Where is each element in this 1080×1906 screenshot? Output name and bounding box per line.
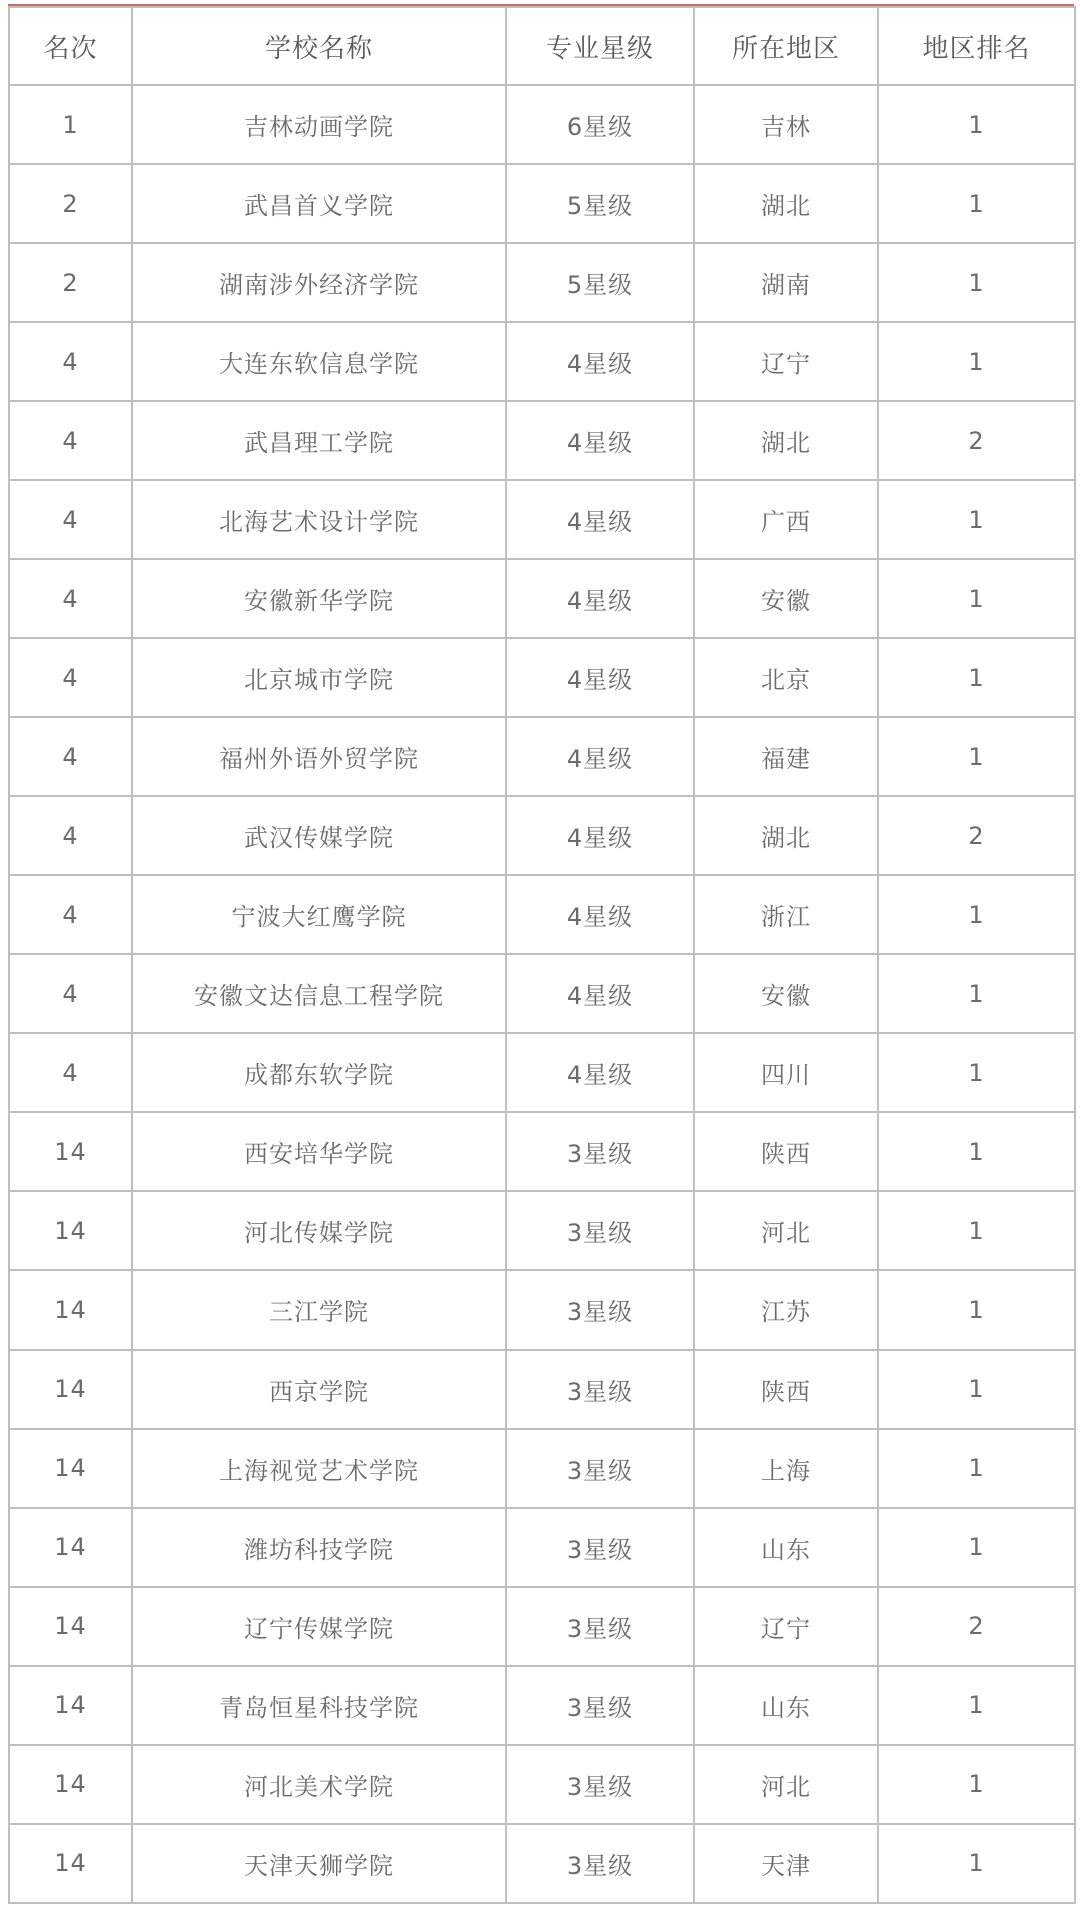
cell-region-rank: 1 bbox=[878, 638, 1075, 717]
table-row bbox=[9, 796, 1075, 875]
cell-region: 四川 bbox=[694, 1033, 878, 1112]
cell-rank: 4 bbox=[9, 638, 132, 717]
cell-rank: 4 bbox=[9, 559, 132, 638]
cell-region: 辽宁 bbox=[694, 322, 878, 401]
table-row bbox=[9, 480, 1075, 559]
cell-major-stars: 3星级 bbox=[506, 1745, 694, 1824]
cell-school-name: 湖南涉外经济学院 bbox=[132, 243, 506, 322]
cell-major-stars: 3星级 bbox=[506, 1270, 694, 1349]
cell-major-stars: 4星级 bbox=[506, 401, 694, 480]
cell-school-name: 辽宁传媒学院 bbox=[132, 1587, 506, 1666]
cell-rank: 4 bbox=[9, 480, 132, 559]
ranking-table-container bbox=[8, 4, 1074, 1904]
cell-rank: 14 bbox=[9, 1350, 132, 1429]
cell-region: 陕西 bbox=[694, 1350, 878, 1429]
cell-major-stars: 5星级 bbox=[506, 164, 694, 243]
table-row bbox=[9, 1112, 1075, 1191]
cell-school-name: 潍坊科技学院 bbox=[132, 1508, 506, 1587]
cell-region: 安徽 bbox=[694, 559, 878, 638]
cell-region: 天津 bbox=[694, 1824, 878, 1903]
cell-region-rank: 1 bbox=[878, 164, 1075, 243]
header-school-name: 学校名称 bbox=[132, 7, 506, 85]
cell-school-name: 上海视觉艺术学院 bbox=[132, 1429, 506, 1508]
cell-rank: 14 bbox=[9, 1508, 132, 1587]
table-row bbox=[9, 1033, 1075, 1112]
cell-region: 山东 bbox=[694, 1666, 878, 1745]
cell-region: 辽宁 bbox=[694, 1587, 878, 1666]
cell-school-name: 福州外语外贸学院 bbox=[132, 717, 506, 796]
cell-school-name: 三江学院 bbox=[132, 1270, 506, 1349]
cell-major-stars: 4星级 bbox=[506, 559, 694, 638]
cell-school-name: 武汉传媒学院 bbox=[132, 796, 506, 875]
cell-rank: 2 bbox=[9, 243, 132, 322]
cell-region-rank: 1 bbox=[878, 85, 1075, 164]
cell-region-rank: 1 bbox=[878, 1824, 1075, 1903]
cell-major-stars: 4星级 bbox=[506, 796, 694, 875]
cell-major-stars: 4星级 bbox=[506, 875, 694, 954]
cell-rank: 14 bbox=[9, 1112, 132, 1191]
cell-region: 浙江 bbox=[694, 875, 878, 954]
cell-region: 山东 bbox=[694, 1508, 878, 1587]
cell-major-stars: 3星级 bbox=[506, 1587, 694, 1666]
table-row bbox=[9, 954, 1075, 1033]
table-row bbox=[9, 85, 1075, 164]
cell-rank: 4 bbox=[9, 401, 132, 480]
cell-school-name: 成都东软学院 bbox=[132, 1033, 506, 1112]
cell-major-stars: 3星级 bbox=[506, 1350, 694, 1429]
cell-major-stars: 4星级 bbox=[506, 638, 694, 717]
cell-region: 吉林 bbox=[694, 85, 878, 164]
cell-region-rank: 1 bbox=[878, 717, 1075, 796]
cell-rank: 14 bbox=[9, 1824, 132, 1903]
cell-region: 陕西 bbox=[694, 1112, 878, 1191]
cell-school-name: 河北传媒学院 bbox=[132, 1191, 506, 1270]
cell-school-name: 武昌首义学院 bbox=[132, 164, 506, 243]
cell-school-name: 北京城市学院 bbox=[132, 638, 506, 717]
table-row bbox=[9, 1824, 1075, 1903]
cell-major-stars: 4星级 bbox=[506, 322, 694, 401]
cell-rank: 4 bbox=[9, 954, 132, 1033]
cell-region-rank: 1 bbox=[878, 559, 1075, 638]
cell-school-name: 安徽新华学院 bbox=[132, 559, 506, 638]
cell-school-name: 吉林动画学院 bbox=[132, 85, 506, 164]
cell-rank: 4 bbox=[9, 717, 132, 796]
table-row bbox=[9, 717, 1075, 796]
cell-region-rank: 1 bbox=[878, 1191, 1075, 1270]
table-header bbox=[9, 7, 1075, 85]
table-row bbox=[9, 559, 1075, 638]
cell-region-rank: 1 bbox=[878, 1508, 1075, 1587]
cell-school-name: 青岛恒星科技学院 bbox=[132, 1666, 506, 1745]
table-row bbox=[9, 164, 1075, 243]
cell-school-name: 西京学院 bbox=[132, 1350, 506, 1429]
cell-region-rank: 1 bbox=[878, 243, 1075, 322]
table-row bbox=[9, 322, 1075, 401]
cell-rank: 4 bbox=[9, 322, 132, 401]
cell-region: 广西 bbox=[694, 480, 878, 559]
cell-region-rank: 1 bbox=[878, 1666, 1075, 1745]
cell-region: 湖北 bbox=[694, 164, 878, 243]
cell-major-stars: 4星级 bbox=[506, 480, 694, 559]
cell-rank: 14 bbox=[9, 1745, 132, 1824]
table-row bbox=[9, 1745, 1075, 1824]
cell-major-stars: 3星级 bbox=[506, 1112, 694, 1191]
cell-region-rank: 2 bbox=[878, 796, 1075, 875]
table-row bbox=[9, 638, 1075, 717]
cell-rank: 14 bbox=[9, 1191, 132, 1270]
cell-rank: 4 bbox=[9, 875, 132, 954]
cell-rank: 4 bbox=[9, 796, 132, 875]
header-region-rank: 地区排名 bbox=[878, 7, 1075, 85]
cell-school-name: 天津天狮学院 bbox=[132, 1824, 506, 1903]
cell-school-name: 武昌理工学院 bbox=[132, 401, 506, 480]
table-row bbox=[9, 875, 1075, 954]
table-row bbox=[9, 1666, 1075, 1745]
cell-major-stars: 3星级 bbox=[506, 1666, 694, 1745]
ranking-table bbox=[8, 6, 1076, 1904]
cell-region-rank: 1 bbox=[878, 1429, 1075, 1508]
table-row bbox=[9, 243, 1075, 322]
cell-region: 湖北 bbox=[694, 796, 878, 875]
table-row bbox=[9, 1350, 1075, 1429]
cell-major-stars: 3星级 bbox=[506, 1508, 694, 1587]
cell-region: 北京 bbox=[694, 638, 878, 717]
cell-school-name: 宁波大红鹰学院 bbox=[132, 875, 506, 954]
cell-rank: 2 bbox=[9, 164, 132, 243]
cell-school-name: 北海艺术设计学院 bbox=[132, 480, 506, 559]
table-row bbox=[9, 1508, 1075, 1587]
cell-rank: 14 bbox=[9, 1587, 132, 1666]
cell-rank: 14 bbox=[9, 1270, 132, 1349]
cell-region-rank: 2 bbox=[878, 1587, 1075, 1666]
cell-region-rank: 1 bbox=[878, 322, 1075, 401]
table-body bbox=[9, 85, 1075, 1903]
cell-region: 湖南 bbox=[694, 243, 878, 322]
table-row bbox=[9, 1270, 1075, 1349]
cell-school-name: 西安培华学院 bbox=[132, 1112, 506, 1191]
cell-region-rank: 1 bbox=[878, 1745, 1075, 1824]
table-row bbox=[9, 1429, 1075, 1508]
cell-rank: 4 bbox=[9, 1033, 132, 1112]
cell-major-stars: 4星级 bbox=[506, 1033, 694, 1112]
cell-major-stars: 4星级 bbox=[506, 954, 694, 1033]
cell-region-rank: 1 bbox=[878, 1270, 1075, 1349]
cell-school-name: 河北美术学院 bbox=[132, 1745, 506, 1824]
cell-region-rank: 1 bbox=[878, 954, 1075, 1033]
cell-major-stars: 5星级 bbox=[506, 243, 694, 322]
cell-rank: 14 bbox=[9, 1666, 132, 1745]
cell-major-stars: 6星级 bbox=[506, 85, 694, 164]
cell-region-rank: 1 bbox=[878, 1350, 1075, 1429]
cell-major-stars: 4星级 bbox=[506, 717, 694, 796]
cell-region-rank: 1 bbox=[878, 480, 1075, 559]
cell-major-stars: 3星级 bbox=[506, 1429, 694, 1508]
cell-region: 福建 bbox=[694, 717, 878, 796]
cell-major-stars: 3星级 bbox=[506, 1191, 694, 1270]
cell-major-stars: 3星级 bbox=[506, 1824, 694, 1903]
header-rank: 名次 bbox=[9, 7, 132, 85]
cell-region: 湖北 bbox=[694, 401, 878, 480]
table-row bbox=[9, 401, 1075, 480]
header-row bbox=[9, 7, 1075, 85]
cell-school-name: 大连东软信息学院 bbox=[132, 322, 506, 401]
cell-region: 上海 bbox=[694, 1429, 878, 1508]
cell-school-name: 安徽文达信息工程学院 bbox=[132, 954, 506, 1033]
header-region: 所在地区 bbox=[694, 7, 878, 85]
cell-rank: 1 bbox=[9, 85, 132, 164]
cell-region: 河北 bbox=[694, 1745, 878, 1824]
cell-region: 安徽 bbox=[694, 954, 878, 1033]
cell-region: 河北 bbox=[694, 1191, 878, 1270]
cell-rank: 14 bbox=[9, 1429, 132, 1508]
cell-region-rank: 1 bbox=[878, 1033, 1075, 1112]
header-major-stars: 专业星级 bbox=[506, 7, 694, 85]
cell-region: 江苏 bbox=[694, 1270, 878, 1349]
table-row bbox=[9, 1191, 1075, 1270]
cell-region-rank: 1 bbox=[878, 1112, 1075, 1191]
cell-region-rank: 2 bbox=[878, 401, 1075, 480]
cell-region-rank: 1 bbox=[878, 875, 1075, 954]
table-row bbox=[9, 1587, 1075, 1666]
